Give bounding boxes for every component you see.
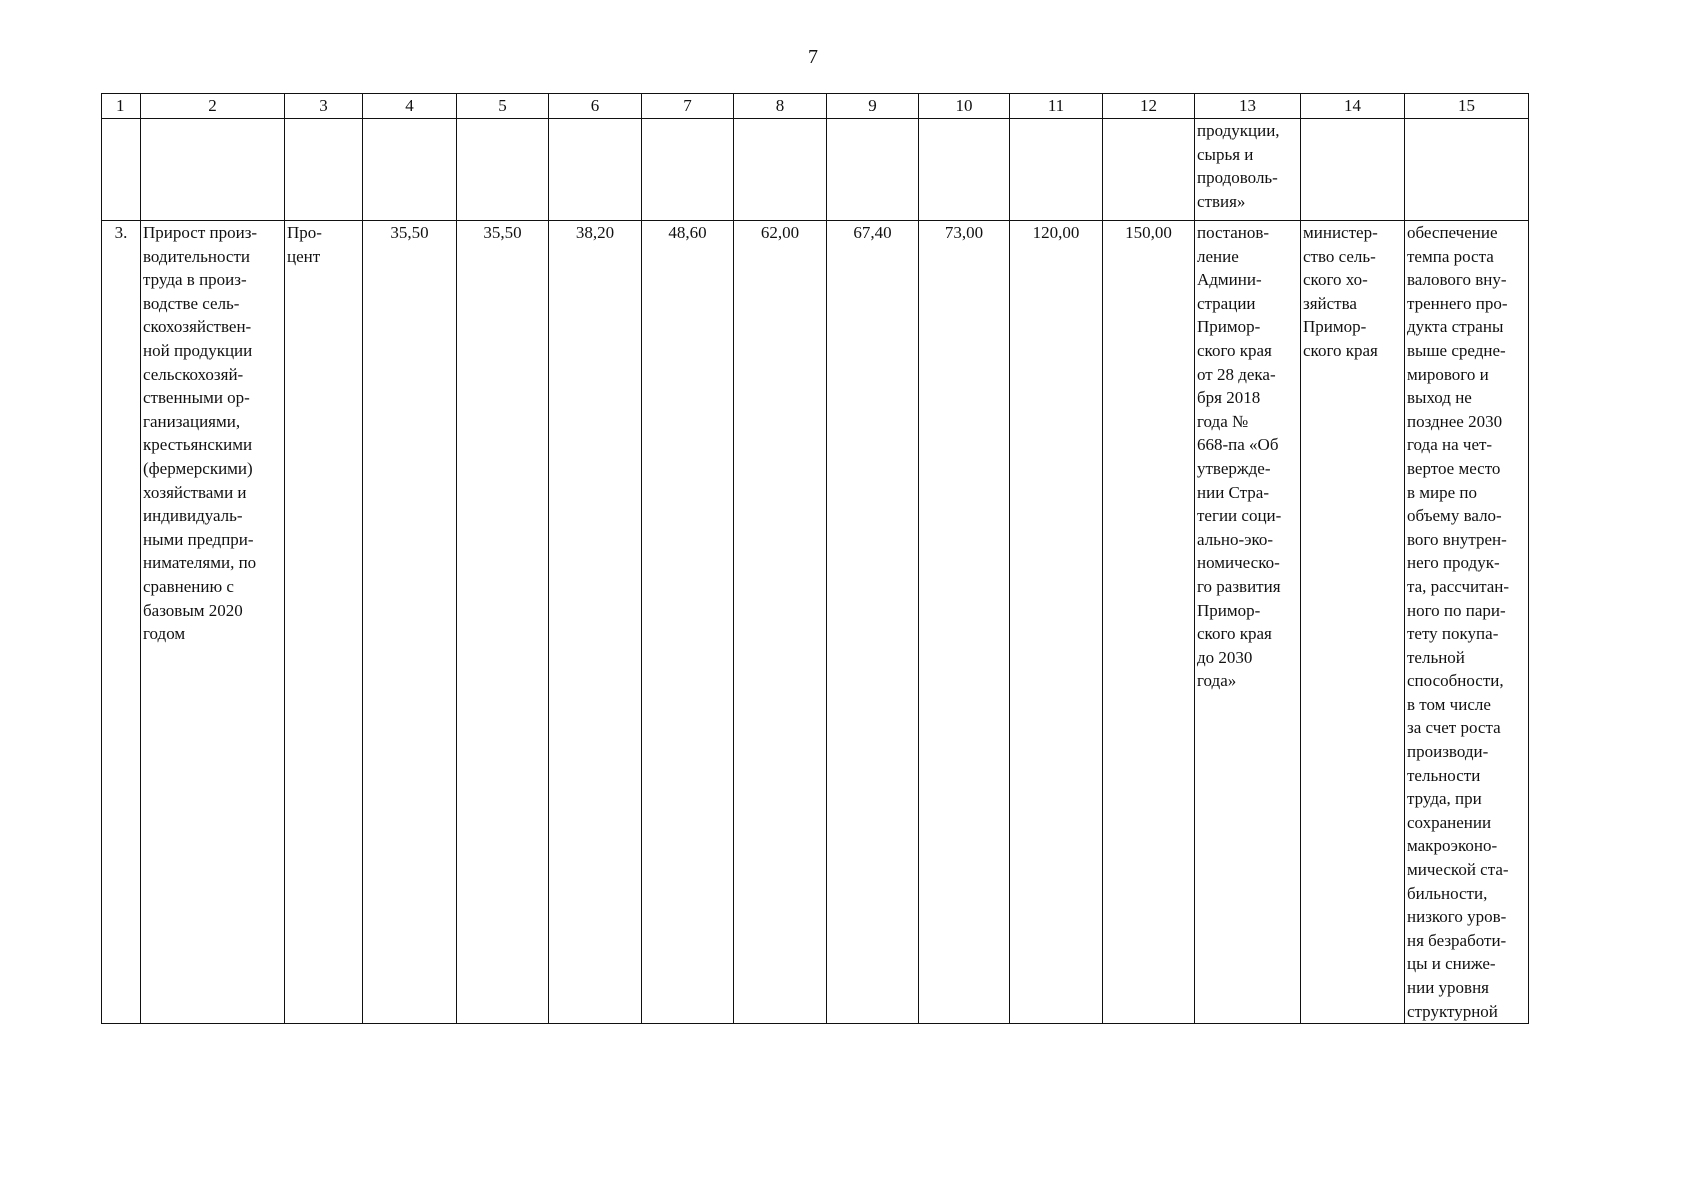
indicator-name-line: годом (143, 624, 186, 644)
document-line: ского края (1197, 340, 1272, 360)
responsible-line: зяйства (1303, 293, 1357, 313)
goal-line: способности, (1407, 671, 1504, 691)
goal-line: нии уровня (1407, 978, 1489, 997)
empty-cell (1010, 119, 1103, 221)
goal-line: производи- (1407, 742, 1489, 762)
goal-line: тельности (1407, 765, 1481, 785)
continuation-document-line: ствия» (1197, 191, 1246, 211)
document-line: года» (1197, 671, 1237, 691)
indicator-name-line: ственными ор- (143, 388, 250, 408)
document-line: тегии соци- (1197, 506, 1282, 526)
goal-line: труда, при (1407, 789, 1482, 809)
document-line: нии Стра- (1197, 482, 1270, 502)
goal-line: года на чет- (1407, 435, 1493, 455)
document-line: Примор- (1197, 600, 1261, 620)
indicator-name-line: скохозяйствен- (143, 317, 252, 337)
document-line: Админи- (1197, 270, 1262, 290)
goal-cell (1405, 221, 1529, 1024)
goal-line: треннего про- (1407, 293, 1508, 313)
empty-cell (141, 119, 285, 221)
goal-line: мирового и (1407, 364, 1489, 384)
value-cell-col7: 48,60 (642, 221, 734, 1024)
document-line: ально-эко- (1197, 529, 1274, 549)
value-cell-col5: 35,50 (457, 221, 549, 1024)
document-line: года № (1197, 411, 1249, 431)
indicator-name-line: сравнению с (143, 576, 234, 596)
unit-line: Про- (287, 223, 322, 242)
goal-line: объему вало- (1407, 506, 1502, 526)
continuation-document-line: продоволь- (1197, 168, 1278, 188)
responsible-line: ского хо- (1303, 270, 1368, 290)
empty-cell (1405, 119, 1529, 221)
unit-line: цент (287, 246, 321, 266)
indicator-name-line: хозяйствами и (143, 482, 247, 502)
responsible-line: министер- (1303, 223, 1378, 242)
goal-line: выше средне- (1407, 340, 1506, 360)
document-line: ление (1197, 246, 1239, 266)
indicator-name-line: ной продукции (143, 340, 253, 360)
goal-line: цы и сниже- (1407, 954, 1496, 974)
column-number-13: 13 (1195, 94, 1301, 119)
goal-line: макроэконо- (1407, 836, 1498, 856)
goal-line: бильности, (1407, 883, 1488, 903)
goal-line: за счет роста (1407, 718, 1501, 738)
empty-cell (549, 119, 642, 221)
responsible-line: ского края (1303, 340, 1378, 360)
column-number-9: 9 (827, 94, 919, 119)
document-line: от 28 дека- (1197, 364, 1276, 384)
value-cell-col10: 73,00 (919, 221, 1010, 1024)
document-line: 668-па «Об (1197, 435, 1279, 455)
document-line: го развития (1197, 576, 1281, 596)
continuation-document-line: сырья и (1197, 144, 1254, 164)
goal-line: мической ста- (1407, 860, 1509, 880)
goal-line: в том числе (1407, 694, 1491, 714)
column-number-14: 14 (1301, 94, 1405, 119)
goal-line: вого внутрен- (1407, 529, 1507, 549)
indicator-name-line: ными предпри- (143, 529, 254, 549)
indicators-table (101, 93, 1529, 1024)
goal-line: обеспечение (1407, 223, 1498, 242)
document-line: бря 2018 (1197, 388, 1261, 408)
empty-cell (1103, 119, 1195, 221)
continuation-row (102, 119, 1529, 221)
goal-line: сохранении (1407, 812, 1492, 832)
value-cell-col12: 150,00 (1103, 221, 1195, 1024)
document-line: номическо- (1197, 553, 1280, 573)
indicator-name-cell (141, 221, 285, 1024)
empty-cell (102, 119, 141, 221)
column-number-10: 10 (919, 94, 1010, 119)
document-line: ского края (1197, 624, 1272, 644)
continuation-document-line: продукции, (1197, 121, 1280, 140)
column-number-row (102, 94, 1529, 119)
page-number: 7 (808, 46, 818, 68)
empty-cell (457, 119, 549, 221)
indicator-name-line: индивидуаль- (143, 506, 243, 526)
column-number-2: 2 (141, 94, 285, 119)
indicator-name-line: базовым 2020 (143, 600, 243, 620)
column-number-3: 3 (285, 94, 363, 119)
goal-line: вертое место (1407, 458, 1501, 478)
indicator-name-line: Прирост произ- (143, 223, 258, 242)
goal-line: позднее 2030 (1407, 411, 1503, 431)
column-number-8: 8 (734, 94, 827, 119)
row-number: 3. (102, 221, 141, 1024)
document-line: утвержде- (1197, 458, 1271, 478)
value-cell-col9: 67,40 (827, 221, 919, 1024)
empty-cell (919, 119, 1010, 221)
goal-line: низкого уров- (1407, 907, 1507, 927)
responsible-line: ство сель- (1303, 246, 1376, 266)
value-cell-col11: 120,00 (1010, 221, 1103, 1024)
goal-line: тету покупа- (1407, 624, 1499, 644)
value-cell-col4: 35,50 (363, 221, 457, 1024)
indicator-name-line: крестьянскими (143, 435, 253, 455)
column-number-1: 1 (102, 94, 141, 119)
indicator-name-line: труда в произ- (143, 270, 247, 290)
empty-cell (363, 119, 457, 221)
goal-line: та, рассчитан- (1407, 576, 1510, 596)
unit-cell (285, 221, 363, 1024)
goal-line: дукта страны (1407, 317, 1504, 337)
document-line: постанов- (1197, 223, 1270, 242)
table-row (102, 221, 1529, 1024)
column-number-5: 5 (457, 94, 549, 119)
column-number-12: 12 (1103, 94, 1195, 119)
goal-line: ня безработи- (1407, 930, 1507, 950)
indicator-name-line: нимателями, по (143, 553, 257, 573)
value-cell-col8: 62,00 (734, 221, 827, 1024)
goal-line: валового вну- (1407, 270, 1507, 290)
document-line: Примор- (1197, 317, 1261, 337)
continuation-document-cell (1195, 119, 1301, 221)
responsible-cell (1301, 221, 1405, 1024)
empty-cell (1301, 119, 1405, 221)
column-number-15: 15 (1405, 94, 1529, 119)
column-number-6: 6 (549, 94, 642, 119)
goal-line: тельной (1407, 647, 1465, 667)
indicator-name-line: (фермерскими) (143, 458, 253, 478)
goal-line: выход не (1407, 388, 1472, 408)
empty-cell (734, 119, 827, 221)
indicator-name-line: водстве сель- (143, 293, 240, 313)
goal-line: него продук- (1407, 553, 1500, 573)
document-cell (1195, 221, 1301, 1024)
indicator-name-line: водительности (143, 246, 250, 266)
column-number-4: 4 (363, 94, 457, 119)
indicator-name-line: сельскохозяй- (143, 364, 244, 384)
document-line: до 2030 (1197, 647, 1253, 667)
goal-line: структурной (1407, 1001, 1498, 1021)
empty-cell (285, 119, 363, 221)
responsible-line: Примор- (1303, 317, 1367, 337)
empty-cell (642, 119, 734, 221)
goal-line: ного по пари- (1407, 600, 1506, 620)
indicator-name-line: ганизациями, (143, 411, 241, 431)
goal-line: в мире по (1407, 482, 1478, 502)
value-cell-col6: 38,20 (549, 221, 642, 1024)
column-number-7: 7 (642, 94, 734, 119)
empty-cell (827, 119, 919, 221)
goal-line: темпа роста (1407, 246, 1494, 266)
document-line: страции (1197, 293, 1256, 313)
column-number-11: 11 (1010, 94, 1103, 119)
